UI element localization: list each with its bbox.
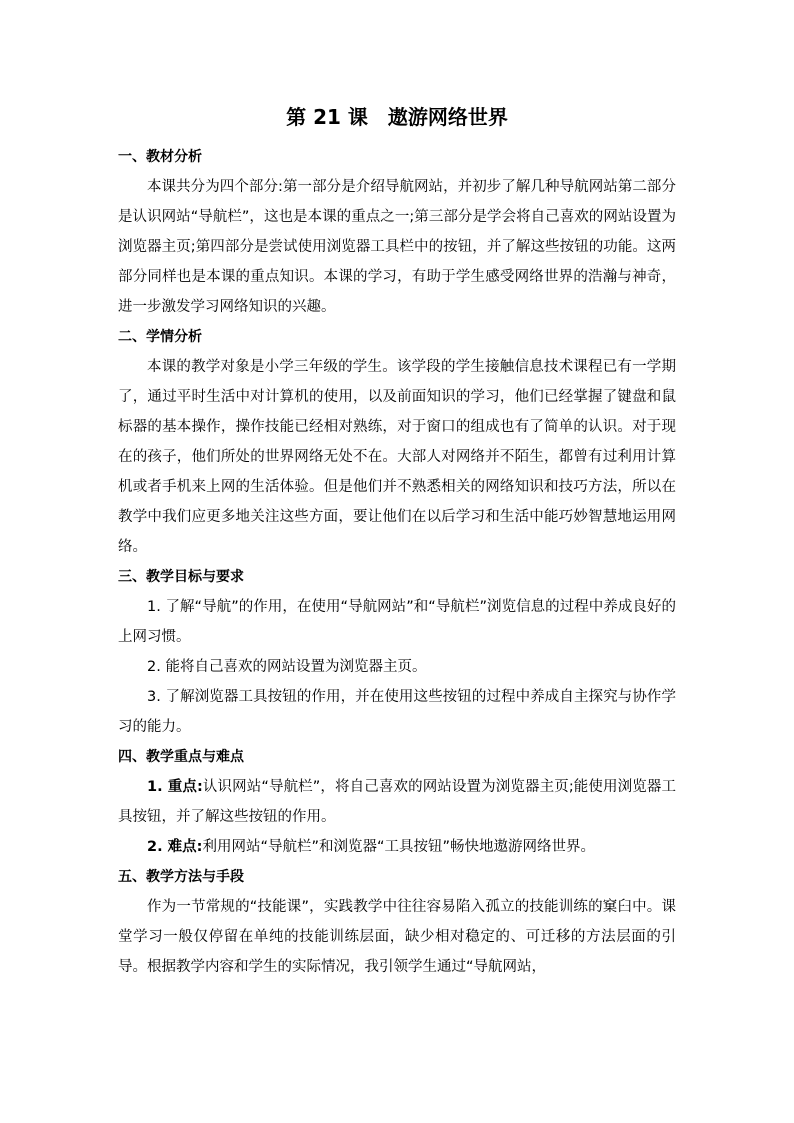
paragraph: 作为一节常规的“技能课”，实践教学中往往容易陷入孤立的技能训练的窠臼中。课堂学习一般仅停留在单纯的技能训练层面，缺少相对稳定的、可迁移的方法层面的引导。根据教学内容和学生的实际情况，我引领学生通过“导航网站，	[118, 899, 676, 975]
section-heading-analysis: 一、教材分析	[118, 149, 202, 165]
section-heading-methods: 五、教学方法与手段	[118, 869, 244, 885]
section-heading-key-points: 四、教学重点与难点	[118, 749, 244, 765]
document-page	[118, 96, 676, 982]
paragraph: 本课的教学对象是小学三年级的学生。该学段的学生接触信息技术课程已有一学期了，通过平时生活中对计算机的使用，以及前面知识的学习，他们已经掌握了键盘和鼠标器的基本操作，操作技能已经相对熟练，对于窗口的组成也有了简单的认识。对于现在的孩子，他们所处的世界网络无处不在。大部人对网络并不陌生，都曾有过利用计算机或者手机来上网的生活体验。但是他们并不熟悉相关的网络知识和技巧方法，所以在教学中我们应更多地关注这些方面，要让他们在以后学习和生活中能巧妙智慧地运用网络。	[118, 359, 676, 555]
difficulty-item	[118, 832, 676, 862]
key-point-label: 1. 重点:	[147, 779, 203, 795]
difficulty-label: 2. 难点:	[147, 839, 203, 855]
key-point-text: 认识网站“导航栏”，将自己喜欢的网站设置为浏览器主页;能使用浏览器工具按钮，并了解这些按钮的作用。	[118, 779, 676, 825]
section-heading-students: 二、学情分析	[118, 329, 202, 345]
goal-item: 1. 了解“导航”的作用，在使用“导航网站”和“导航栏”浏览信息的过程中养成良好的上网习惯。	[118, 599, 676, 645]
key-point-item	[118, 772, 676, 832]
paragraph: 本课共分为四个部分:第一部分是介绍导航网站，并初步了解几种导航网站第二部分是认识网站“导航栏”，这也是本课的重点之一;第三部分是学会将自己喜欢的网站设置为浏览器主页;第四部分是尝试使用浏览器工具栏中的按钮，并了解这些按钮的功能。这两部分同样也是本课的重点知识。本课的学习，有助于学生感受网络世界的浩瀚与神奇，进一步激发学习网络知识的兴趣。	[118, 179, 676, 315]
difficulty-text: 利用网站“导航栏”和浏览器“工具按钮”畅快地遨游网络世界。	[202, 839, 595, 855]
goal-item: 3. 了解浏览器工具按钮的作用，并在使用这些按钮的过程中养成自主探究与协作学习的能力。	[118, 689, 676, 735]
goal-item: 2. 能将自己喜欢的网站设置为浏览器主页。	[147, 659, 427, 675]
lesson-title: 第 21 课 遨游网络世界	[286, 105, 508, 129]
section-heading-goals: 三、教学目标与要求	[118, 569, 244, 585]
